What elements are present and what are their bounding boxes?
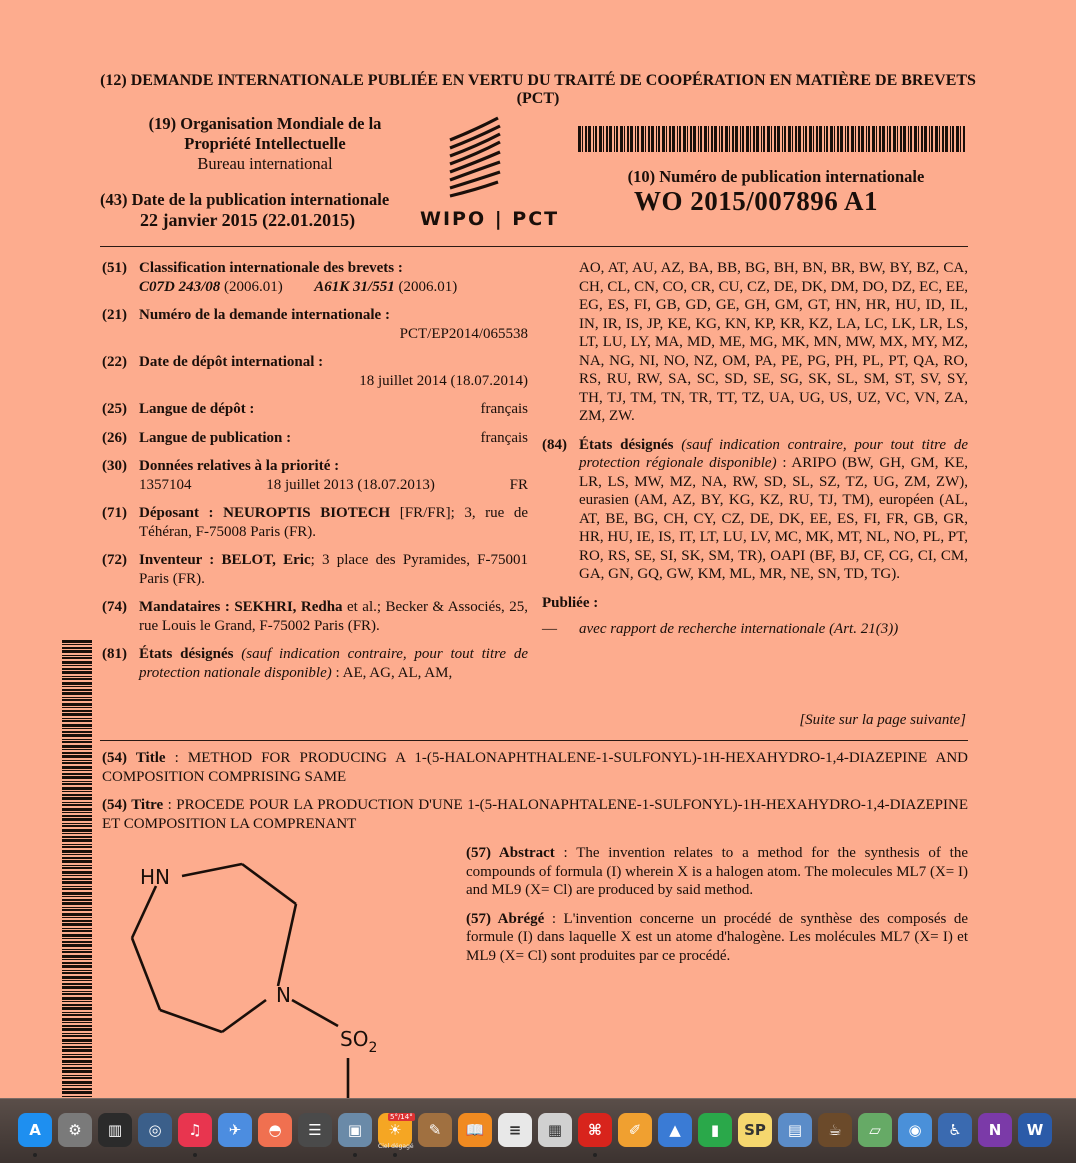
continued-notice: [Suite sur la page suivante] — [799, 712, 966, 728]
weather-temp-badge: 5°/14° — [390, 1113, 413, 1121]
dock-running-indicator — [353, 1153, 357, 1157]
field-84: (84) États désignés (sauf indication contraire, pour tout titre de protection régionale disponible) : ARIPO (BW, GH, GM, KE, LR, LS, MW, MZ, NA, RW, SD, SL, SZ, TZ, UG, ZM, ZW), eurasien (AM, AZ, BY, KG, KZ, RU, TJ, TM), européen (AL, AT, BE, BG, CH, CY, CZ, DE, DK, EE, ES, FI, FR, GB, GR, HR, HU, IE, IS, IT, LT, LU, LV, MC, MK, MT, NL, NO, PL, PT, RO, RS, SE, SI, SK, SM, TR), OAPI (BF, BJ, CF, CG, CI, CM, GA, GN, GQ, GW, KM, ML, MR, NE, SN, TD, TG). — [542, 436, 968, 582]
publication-number-label: (10) Numéro de publication internationale — [627, 167, 925, 186]
dock-itunes-icon[interactable]: ♫ — [178, 1113, 212, 1147]
publication-date-value: 22 janvier 2015 (22.01.2015) — [140, 210, 356, 230]
dock-onenote-icon[interactable]: N — [978, 1113, 1012, 1147]
macos-dock — [0, 1098, 1076, 1163]
dock-running-indicator — [33, 1153, 37, 1157]
publication-number: WO 2015/007896 A1 — [633, 186, 878, 216]
dock-sketch-app-icon[interactable]: ▱ — [858, 1113, 892, 1147]
dock-numbers-icon[interactable]: ▮ — [698, 1113, 732, 1147]
dock-acrobat-icon[interactable]: ⌘ — [578, 1113, 612, 1147]
field-51: (51) Classification internationale des brevets : C07D 243/08 (2006.01) A61K 31/551 (2006.01) — [102, 260, 458, 295]
dock-notes-brown-icon[interactable]: ✎ — [418, 1113, 452, 1147]
title-french: (54) Titre : PROCEDE POUR LA PRODUCTION D'UNE 1-(5-HALONAPHTALENE-1-SULFONYL)-1H-HEXAHYDRO-1,4-DIAZEPINE ET COMPOSITION LA COMPRENANT — [102, 797, 968, 832]
field-72: (72) Inventeur : BELOT, Eric; 3 place des Pyramides, F-75001 Paris (FR). — [102, 552, 529, 587]
dock-preview-icon[interactable]: ▣ — [338, 1113, 372, 1147]
vertical-barcode-icon — [62, 640, 92, 1098]
publication-date-label: (43) Date de la publication internationale — [100, 190, 390, 209]
dock-running-indicator — [593, 1153, 597, 1157]
dock-activity-monitor-icon[interactable]: ▥ — [98, 1113, 132, 1147]
org-line-2: Propriété Intellectuelle — [184, 134, 346, 153]
field-25: (25) Langue de dépôt : français — [102, 401, 528, 417]
dock-sunrise-icon[interactable]: ◓ — [258, 1113, 292, 1147]
title-english: (54) Title : METHOD FOR PRODUCING A 1-(5-HALONAPHTHALENE-1-SULFONYL)-1H-HEXAHYDRO-1,4-DIAZEPINE AND COMPOSITION COMPRISING SAME — [102, 750, 968, 785]
dock-word-icon[interactable]: W — [1018, 1113, 1052, 1147]
dock-app-store-icon[interactable]: A — [18, 1113, 52, 1147]
dock-keynote-icon[interactable]: ▲ — [658, 1113, 692, 1147]
dock-running-indicator — [393, 1153, 397, 1157]
field-71: (71) Déposant : NEUROPTIS BIOTECH [FR/FR]; 3, rue de Téhéran, F-75008 Paris (FR). — [102, 505, 529, 540]
dock-weather-icon[interactable]: ☀ — [378, 1113, 412, 1147]
org-line-1: (19) Organisation Mondiale de la — [148, 114, 382, 133]
chemical-structure-diagram — [110, 840, 430, 1098]
header-divider — [100, 246, 968, 247]
so2-group-label: $SO_2$ — [340, 1027, 378, 1056]
publiee-label: Publiée : — [542, 594, 599, 611]
publiee-dash: — — [542, 621, 557, 637]
dock-pages-icon[interactable]: ✐ — [618, 1113, 652, 1147]
field-26: (26) Langue de publication : français — [102, 429, 528, 446]
field-21: (21) Numéro de la demande internationale : PCT/EP2014/065538 — [102, 307, 528, 342]
dock-chrome-icon[interactable]: ◉ — [898, 1113, 932, 1147]
publication-date-block — [100, 190, 430, 230]
dock-sp-qr-icon[interactable]: SP — [738, 1113, 772, 1147]
barcode-icon — [578, 126, 966, 152]
weather-label: Ciel dégagé — [378, 1143, 414, 1150]
right-column — [542, 259, 968, 639]
title-divider — [100, 740, 968, 741]
dock-accessibility-icon[interactable]: ♿ — [938, 1113, 972, 1147]
n-atom-label: N — [276, 983, 291, 1007]
publiee-text: avec rapport de recherche internationale (Art. 21(3)) — [579, 621, 899, 637]
field-22: (22) Date de dépôt international : 18 juillet 2014 (18.07.2014) — [102, 354, 528, 389]
dock-rss-icon[interactable]: ☰ — [298, 1113, 332, 1147]
dock-textedit-icon[interactable]: ≡ — [498, 1113, 532, 1147]
left-column — [102, 259, 528, 692]
dock-coffee-icon[interactable]: ☕ — [818, 1113, 852, 1147]
dock-running-indicator — [193, 1153, 197, 1157]
dock-system-preferences-icon[interactable]: ⚙ — [58, 1113, 92, 1147]
abstract-french: (57) Abrégé : L'invention concerne un procédé de synthèse des composés de formule (I) dans laquelle X est un atome d'halogène. Les molécules ML7 (X= I) et ML9 (X= Cl) sont produites par ce procédé. — [466, 910, 968, 964]
doc-type-heading: (12) DEMANDE INTERNATIONALE PUBLIÉE EN VERTU DU TRAITÉ DE COOPÉRATION EN MATIÈRE DE BREVETS (PCT) — [100, 72, 976, 107]
dock-remote-desktop-icon[interactable]: ▤ — [778, 1113, 812, 1147]
field-81: (81) États désignés (sauf indication contraire, pour tout titre de protection nationale disponible) : AE, AG, AL, AM, — [102, 646, 528, 681]
organization-block — [100, 114, 430, 174]
abstract-block — [466, 844, 968, 975]
dock-network-utility-icon[interactable]: ◎ — [138, 1113, 172, 1147]
field-74: (74) Mandataires : SEKHRI, Redha et al.; Becker & Associés, 25, rue Louis le Grand, F-75002 Paris (FR). — [102, 599, 529, 634]
dock-ibooks-icon[interactable]: 📖 — [458, 1113, 492, 1147]
field-30: (30) Données relatives à la priorité : 1357104 18 juillet 2013 (18.07.2013) FR — [102, 458, 528, 493]
wipo-pct-wordmark: WIPO | PCT — [420, 208, 560, 230]
publiee-block — [542, 594, 968, 639]
abstract-english: (57) Abstract : The invention relates to a method for the synthesis of the compounds of formula (I) wherein X is a halogen atom. The molecules ML7 (X= I) and ML9 (X= Cl) are produced by said method. — [466, 845, 969, 898]
org-line-3: Bureau international — [197, 154, 333, 173]
dock-qr-code-icon[interactable]: ▦ — [538, 1113, 572, 1147]
dock-airplane-icon[interactable]: ✈ — [218, 1113, 252, 1147]
designated-states-continued: AO, AT, AU, AZ, BA, BB, BG, BH, BN, BR, BW, BY, BZ, CA, CH, CL, CN, CO, CR, CU, CZ, DE, DK, DM, DO, DZ, EC, EE, EG, ES, FI, GB, GD, GE, GH, GM, GT, HN, HR, HU, ID, IL, IN, IR, IS, JP, KE, KG, KN, KP, KR, KZ, LA, LC, LK, LR, LS, LT, LU, LY, MA, MD, ME, MG, MK, MN, MW, MX, MY, MZ, NA, NG, NI, NO, NZ, OM, PA, PE, PG, PH, PL, PT, QA, RO, RS, RU, RW, SA, SC, SD, SE, SG, SK, SL, SM, ST, SV, SY, TH, TJ, TM, TN, TR, TT, TZ, UA, UG, US, UZ, VC, VN, ZA, ZM, ZW. — [579, 260, 968, 424]
hn-atom-label: HN — [140, 865, 170, 889]
